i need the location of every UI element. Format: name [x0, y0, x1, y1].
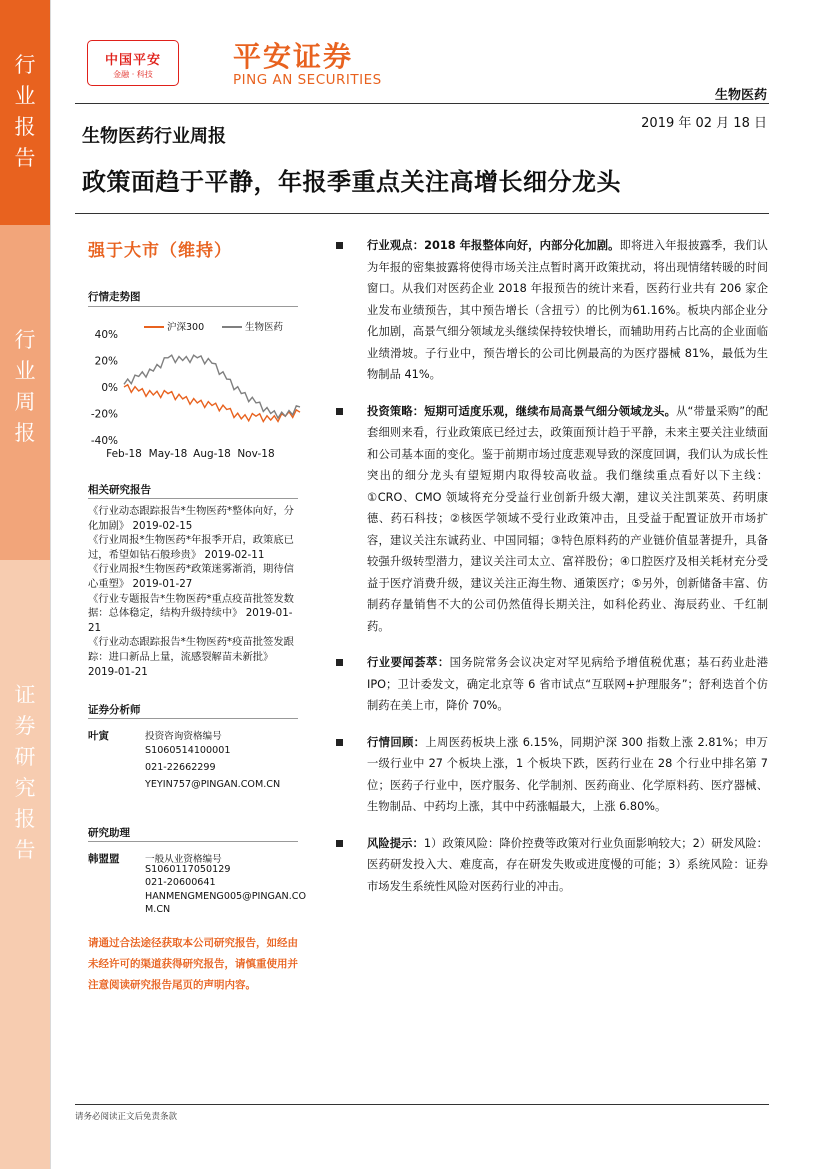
y-tick-label: 40% — [94, 329, 118, 341]
analyst-cert: S1060514100001 — [145, 745, 231, 756]
logo-subtext: 金融 · 科技 — [113, 70, 153, 79]
rating-badge: 强于大市（维持） — [88, 241, 232, 261]
list-item[interactable]: 《行业动态跟踪报告*生物医药*疫苗批签发跟踪：进口新品上量，流感裂解苗未新批》 2019-01-21 — [88, 636, 294, 678]
bullet-industry-view — [336, 235, 768, 386]
footer-note: 请务必阅读正文后免责条款 — [75, 1112, 178, 1122]
series-line-hs300 — [124, 385, 300, 422]
list-item[interactable]: 《行业动态跟踪报告*生物医药*整体向好，分化加剧》 2019-02-15 — [88, 505, 294, 532]
bullet-text: 国务院常务会议决定对罕见病给予增值税优惠；基石药业赴港 IPO；卫计委发文，确定北京等 6 省市试点“互联网+护理服务”；舒利迭首个仿制药在美上市，降价 70%。 — [367, 656, 768, 712]
bullet-text: 即将进入年报披露季，我们认为年报的密集披露将使得市场关注点暂时离开政策扰动，将出现情绪转暖的时间窗口。从我们对医药企业 2018 年报预告的统计来看，医药行业共有 206 家企业发布业绩预告，其中预告增长（含扭亏）的比例为61.16%。板块内部企业分化加剧，高景气细分领域龙头继续保持较快增长，而辅助用药占比高的企业面临业绩滑坡。子行业中，预告增长的公司比例最高的为医疗器械 81%，最低为生物制品 41%。 — [367, 239, 768, 381]
assistant-phone: 021-20600641 — [145, 877, 216, 888]
bullet-square-icon — [336, 242, 343, 249]
bullet-news — [336, 652, 768, 717]
x-tick-label: Feb-18 — [106, 448, 142, 460]
related-reports-list — [88, 504, 300, 679]
series-line-biomed — [124, 355, 300, 418]
related-heading: 相关研究报告 — [88, 484, 151, 496]
report-date: 2019 年 02 月 18 日 — [641, 116, 767, 131]
brand-name-en: PING AN SECURITIES — [233, 72, 382, 88]
analyst-email[interactable]: YEYIN757@PINGAN.COM.CN — [145, 779, 281, 790]
x-tick-label: May-18 — [148, 448, 188, 460]
side-divider — [50, 0, 51, 1169]
trend-heading: 行情走势图 — [88, 291, 141, 303]
y-tick-label: 0% — [101, 382, 118, 394]
header-rule — [75, 103, 769, 104]
bullet-lead: 行业要闻荟萃： — [367, 656, 450, 669]
x-tick-label: Nov-18 — [237, 448, 275, 460]
bullet-risk — [336, 833, 768, 898]
y-tick-label: 20% — [94, 355, 118, 368]
analyst-name: 叶寅 — [88, 730, 109, 742]
assistant-name: 韩盟盟 — [88, 853, 120, 865]
bullet-square-icon — [336, 840, 343, 847]
assistant-heading: 研究助理 — [88, 827, 130, 839]
bullet-square-icon — [336, 739, 343, 746]
y-tick-label: -40% — [90, 435, 118, 447]
page-title: 政策面趋于平静，年报季重点关注高增长细分龙头 — [82, 168, 621, 196]
bullet-square-icon — [336, 659, 343, 666]
bullet-strategy — [336, 401, 768, 638]
bullet-text: 从“带量采购”的配套细则来看，行业政策底已经过去，政策面预计趋于平静，未来主要关注业绩面和公司基本面的变化。鉴于前期市场过度悲观导致的深度回调，我们认为成长性突出的细分龙头有望短期内取得较高收益。我们继续重点看好以下主线：①CRO、CMO 领域将充分受益行业创新升级大潮，建议关注凯莱英、药明康德、药石科技；②核医学领域不受行业政策冲击，且受益于配置证放开市场扩容，建议关注东诚药业、中国同辐；③特色原料药的产业链价值显著提升，具备较强升级转型潜力，建议关注司太立、富祥股份；④口腔医疗及相关耗材充分受益于医疗消费升级，建议关注正海生物、通策医疗；⑤另外，创新储备丰富、仿制药存量销售不大的公司仍然值得长期关注，如科伦药业、海辰药业、千红制药。 — [367, 404, 768, 633]
analyst-heading: 证券分析师 — [88, 704, 141, 716]
legend-label: 生物医药 — [245, 322, 284, 333]
pingan-logo — [87, 40, 179, 86]
related-rule — [88, 498, 298, 499]
trend-rule — [88, 306, 298, 307]
analyst-phone: 021-22662299 — [145, 762, 216, 773]
analyst-rule — [88, 718, 298, 719]
list-item[interactable]: 《行业周报*生物医药*政策迷雾渐消，期待信心重塑》 2019-01-27 — [88, 563, 294, 590]
assistant-email[interactable]: HANMENGMENG005@PINGAN.CO M.CN — [145, 891, 307, 915]
brand-name: 平安证券 — [233, 40, 354, 73]
list-item[interactable]: 《行业专题报告*生物医药*重点疫苗批签发数据：总体稳定，结构升级持续中》 2019-01-21 — [88, 592, 294, 634]
assistant-cert: S1060117050129 — [145, 864, 231, 875]
bullet-text: 1）政策风险：降价控费等政策对行业负面影响较大；2）研发风险：医药研发投入大、难度高，存在研发失败或进度慢的可能；3）系统风险：证券市场发生系统性风险对医药行业的冲击。 — [367, 836, 768, 893]
side-label-weekly: 行 业 周 报 — [14, 328, 36, 445]
analyst-cert-label: 投资咨询资格编号 — [145, 731, 222, 742]
report-type: 生物医药行业周报 — [82, 126, 226, 147]
trend-chart — [84, 316, 304, 466]
bullet-square-icon — [336, 408, 343, 415]
side-label-industry-report: 行 业 报 告 — [14, 53, 36, 170]
side-label-research: 证 券 研 究 报 告 — [14, 683, 36, 862]
legend-label: 沪深300 — [167, 322, 205, 333]
bullet-market-review — [336, 732, 768, 818]
industry-label: 生物医药 — [714, 88, 767, 103]
list-item[interactable]: 《行业周报*生物医药*年报季开启，政策底已过，希望如钻石般珍贵》 2019-02-11 — [88, 534, 294, 561]
assistant-rule — [88, 841, 298, 842]
x-tick-label: Aug-18 — [193, 448, 231, 460]
bullet-text: 上周医药板块上涨 6.15%，同期沪深 300 指数上涨 2.81%；申万一级行业中 27 个板块上涨，1 个板块下跌，医药行业在 28 个行业中排名第 7 位；医药子行业中，医疗服务、化学制剂、医药商业、化学原料药、医疗器械、生物制品、中药均上涨，其中中药涨幅最大，上涨 6.80%。 — [367, 735, 768, 813]
title-rule — [75, 213, 769, 214]
bullet-lead: 风险提示： — [367, 836, 424, 850]
bullet-lead: 行情回顾： — [367, 735, 426, 749]
y-tick-label: -20% — [90, 408, 118, 421]
logo-text: 中国平安 — [104, 53, 161, 68]
assistant-cert-label: 一般从业资格编号 — [145, 854, 222, 865]
disclaimer-note: 请通过合法途径获取本公司研究报告，如经由未经许可的渠道获得研究报告，请慎重使用并注意阅读研究报告尾页的声明内容。 — [88, 937, 298, 991]
bullet-lead: 行业观点：2018 年报整体向好，内部分化加剧。 — [367, 239, 620, 252]
footer-rule — [75, 1104, 769, 1105]
summary-bullets — [336, 235, 768, 909]
bullet-lead: 投资策略：短期可适度乐观，继续布局高景气细分领域龙头。 — [367, 404, 677, 418]
